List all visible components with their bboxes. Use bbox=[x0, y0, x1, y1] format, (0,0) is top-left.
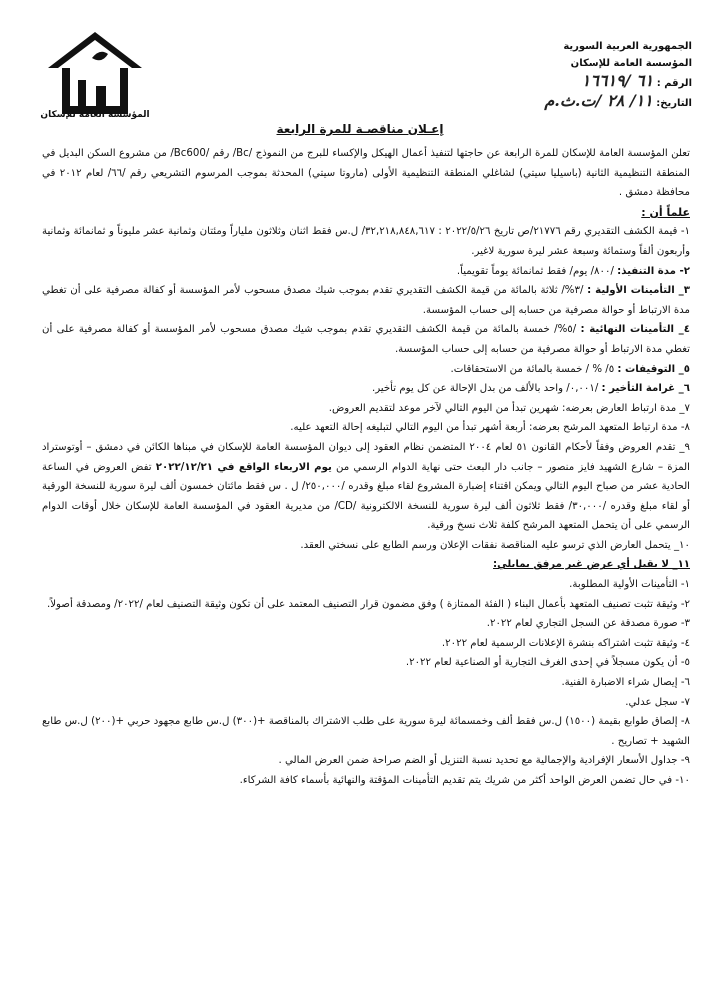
item-delay-penalty bbox=[42, 379, 690, 399]
ref-label: الرقم : bbox=[656, 78, 692, 89]
logo-caption: المؤسسة العامة للإسكان bbox=[40, 110, 150, 120]
required-item: ٢- وثيقة تثبت تصنيف المتعهد بأعمال البناء ( الفئة الممتازة ) وفق مضمون قرار التصنيف المعتمد على أن تكون وثيقة التصنيف لعام /٢٠٢٢/ ومصدقة أصولاً. bbox=[47, 598, 690, 610]
page-title: إعـلان مناقصـة للمرة الرابعة bbox=[276, 122, 444, 136]
required-item: ١- التأمينات الأولية المطلوبة. bbox=[569, 579, 690, 591]
notice-heading: علماً أن : bbox=[641, 205, 690, 219]
document-body bbox=[42, 144, 690, 791]
item-final-insurance-label: ٤_ التأمينات النهائية : bbox=[580, 324, 690, 336]
item-duration bbox=[42, 262, 690, 282]
item-final-insurance bbox=[42, 320, 690, 359]
item-final-insurance-text: /٥%/ خمسة بالمائة من قيمة الكشف التقديري تقدم بموجب شيك مصدق مسحوب لأمر المؤسسة أو كفالة مصرفية على أن تغطي مدة الارتباط أو حوالة مصرفية من حسابه إلى حساب المؤسسة. bbox=[42, 324, 690, 355]
item-initial-insurance bbox=[42, 281, 690, 320]
ref-value: ٦١ /١٦٦١٩ bbox=[581, 71, 654, 90]
item-submission-deadline: يوم الاربعاء الواقع في ٢٠٢٢/١٢/٢١ bbox=[155, 461, 332, 473]
item-initial-insurance-label: ٣_ التأمينات الأولية : bbox=[587, 285, 690, 297]
item-deductions-text: ٥/ % / خمسة بالمائة من الاستحقاقات. bbox=[450, 363, 615, 375]
item-duration-text: /٨٠٠/ يوم/ فقط ثمانمائة يوماً تقويمياً. bbox=[456, 265, 614, 277]
item-fees: ١٠_ يتحمل العارض الذي ترسو عليه المناقصة نفقات الإعلان ورسم الطابع على نسختي العقد. bbox=[300, 539, 690, 551]
item-delay-penalty-label: ٦_ غرامة التأخير : bbox=[601, 383, 690, 395]
required-item: ١٠- في حال تضمن العرض الواحد أكثر من شريك يتم تقديم التأمينات المؤقتة والنهائية بأسماء كافة الشركاء. bbox=[239, 775, 690, 786]
item-deductions-label: ٥_ التوقيفات : bbox=[617, 363, 690, 375]
reference-line bbox=[482, 72, 692, 92]
required-item: ٤- وثيقة تثبت اشتراكه بنشرة الإعلانات الرسمية لعام ٢٠٢٢. bbox=[441, 637, 690, 649]
item-initial-insurance-text: /٣%/ ثلاثة بالمائة من قيمة الكشف التقديري تقدم بموجب شيك مصدق مسحوب لأمر المؤسسة أو كفالة مصرفية على أن تغطي مدة الارتباط أو حوالة مصرفية من حسابه إلى حساب المؤسسة. bbox=[42, 285, 690, 316]
required-item: ٦- إيصال شراء الاضبارة الفنية. bbox=[561, 677, 690, 689]
required-docs-heading: ١١_ لا يقبل أي عرض غير مرفق بمايلي: bbox=[493, 559, 690, 571]
date-line bbox=[482, 92, 692, 112]
item-duration-label: ٢- مدة التنفيذ: bbox=[617, 265, 690, 277]
required-item: ٣- صورة مصدقة عن السجل التجاري لعام ٢٠٢٢. bbox=[486, 618, 690, 630]
letter-header bbox=[482, 38, 692, 112]
country-name: الجمهورية العربية السورية bbox=[563, 41, 692, 52]
item-submission-a: ٩_ تقدم العروض وفقاً لأحكام القانون ٥١ لعام ٢٠٠٤ المتضمن نظام العقود إلى ديوان المؤسسة العامة للإسكان في مبناها الكائن في دمشق – أوتوستراد المزة – شارع الشهيد فايز منصور – جانب دار البعث حتى نهاية الدوام الرسمي من bbox=[42, 441, 690, 473]
item-submission bbox=[42, 438, 690, 536]
item-contractor-commitment: ٨- مدة ارتباط المتعهد المرشح بعرضه: أربعة أشهر تبدأ من اليوم التالي لتبليغه إحالة التعهد عليه. bbox=[290, 422, 690, 434]
item-deductions bbox=[42, 360, 690, 380]
date-value: ١١/ ٢٨ /ت.ث.م bbox=[544, 91, 653, 110]
item-delay-penalty-text: /٠,٠٠١/ واحد بالألف من بدل الإحالة عن كل يوم تأخير. bbox=[371, 383, 599, 395]
intro-paragraph: تعلن المؤسسة العامة للإسكان للمرة الرابعة عن حاجتها لتنفيذ أعمال الهيكل والإكساء للبرج من النموذج /Bc/ رقم /Bc600/ من مشروع السكن البديل في المنطقة التنظيمية الثانية (باسيليا سيتي) لشاغلي المنطقة التنظيمية الأولى (ماروتا سيتي) المحدثة بموجب المرسوم التشريعي رقم /٦٦/ لعام ٢٠١٢ في محافظة دمشق . bbox=[42, 148, 691, 199]
item-bidder-commitment: ٧_ مدة ارتباط العارض بعرضه: شهرين تبدأ من اليوم التالي لآخر موعد لتقديم العروض. bbox=[328, 402, 690, 414]
date-label: التاريخ: bbox=[656, 98, 692, 109]
item-submission-c: تفض العروض في الساعة الحادية عشر من صباح اليوم التالي ويمكن اقتناء إضبارة المشروع لقاء مبلغ وقدره /٢٥٠,٠٠٠/ ل . س فقط مائتان خمسون ألف ليرة سورية للنسخة الورقية أو لقاء مبلغ وقدره /٣٠,٠٠٠/ فقط ثلاثون ألف ليرة سورية للنسخة الالكترونية /CD/ من مديرية العقود في المؤسسة العامة للإسكان خلال أوقات الدوام الرسمي على أن يتحمل المتعهد المرشح كلفة ثلاث نسخ ورقية. bbox=[42, 461, 691, 532]
institution-name: المؤسسة العامة للإسكان bbox=[570, 58, 692, 69]
required-item: ٥- أن يكون مسجلاً في إحدى الغرف التجارية أو الصناعية لعام ٢٠٢٢. bbox=[405, 657, 690, 669]
required-item: ٧- سجل عدلي. bbox=[625, 696, 690, 708]
required-item: ٩- جداول الأسعار الإفرادية والإجمالية مع تحديد نسبة التنزيل أو الضم صراحة ضمن العرض المالي . bbox=[278, 755, 690, 767]
item-estimate: ١- قيمة الكشف التقديري رقم ٢١٧٧٦/ص تاريخ ٢٠٢٢/٥/٢٦ : ٣٢,٢١٨,٨٤٨,٦١٧/ ل.س فقط اثنان وثلاثون ملياراً ومئتان وثمانية عشر مليوناً و ثمانمائة وثمانية وأربعون ألفاً وستمائة وسبعة عشر ليرة سورية لاغير. bbox=[42, 226, 690, 257]
required-item: ٨- إلصاق طوابع بقيمة (١٥٠٠) ل.س فقط ألف وخمسمائة ليرة سورية على طلب الاشتراك بالمناقصة +(٣٠٠) ل.س طابع مجهود حربي +(٢٠٠) ل.س طابع الشهيد + تصاريح . bbox=[42, 716, 690, 747]
